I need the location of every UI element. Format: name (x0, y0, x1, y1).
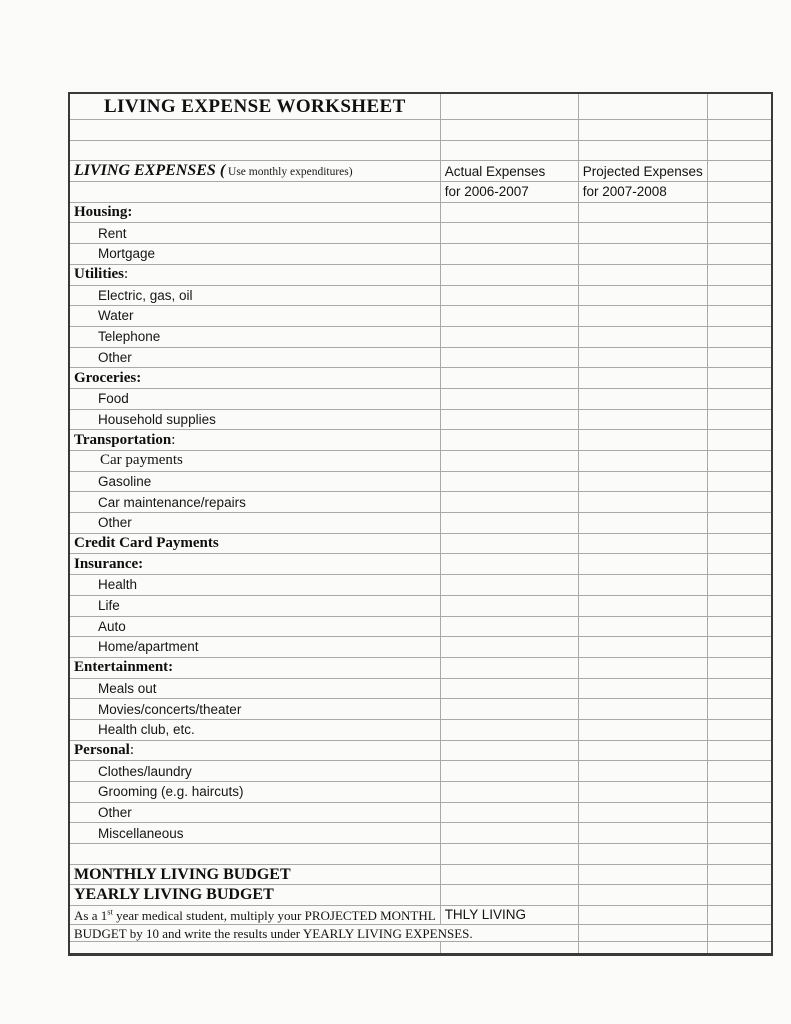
living-expense-worksheet-table (68, 92, 773, 956)
value-cell-extra (707, 802, 772, 823)
value-cell-projected (578, 451, 707, 472)
note-line1-prefix: As a 1 (74, 907, 108, 923)
value-cell-extra (707, 942, 772, 955)
value-cell-actual (440, 885, 578, 906)
row-mortgage (69, 244, 772, 265)
value-cell-actual (440, 368, 578, 389)
value-cell-actual (440, 264, 578, 285)
value-cell-extra (707, 616, 772, 637)
value-cell-projected (578, 347, 707, 368)
value-cell-projected (578, 93, 707, 120)
row-health (69, 575, 772, 596)
value-cell-projected (578, 942, 707, 955)
value-cell-projected (578, 657, 707, 678)
value-cell-projected (578, 223, 707, 244)
row-label: Transportation: (69, 430, 440, 451)
row-label: Health club, etc. (69, 719, 440, 740)
living-expenses-label-main: LIVING EXPENSES ( (74, 162, 226, 180)
row-car-maintenance-repairs (69, 492, 772, 513)
value-cell-extra (707, 885, 772, 906)
value-cell-projected (578, 202, 707, 223)
row-label: Miscellaneous (69, 823, 440, 844)
row-other (69, 347, 772, 368)
row-health-club-etc (69, 719, 772, 740)
value-cell-actual (440, 285, 578, 306)
value-cell-extra (707, 823, 772, 844)
row-other (69, 802, 772, 823)
row-personal (69, 740, 772, 761)
value-cell-actual (440, 430, 578, 451)
value-cell-actual (440, 388, 578, 409)
row-column-subheaders (69, 182, 772, 203)
value-cell-projected (578, 120, 707, 141)
value-cell-projected (578, 306, 707, 327)
value-cell-extra (707, 285, 772, 306)
value-cell-projected (578, 864, 707, 885)
value-cell-extra (707, 864, 772, 885)
value-cell-actual (440, 533, 578, 554)
value-cell-extra (707, 740, 772, 761)
note-line1-text (69, 906, 440, 925)
row-rent (69, 223, 772, 244)
row-empty (69, 140, 772, 161)
value-cell-projected (578, 823, 707, 844)
value-cell-projected (578, 678, 707, 699)
row-note-line1 (69, 906, 772, 925)
value-cell-projected (578, 740, 707, 761)
row-housing (69, 202, 772, 223)
value-cell-extra (707, 182, 772, 203)
value-cell-actual (440, 740, 578, 761)
row-note-line2 (69, 924, 772, 942)
row-life (69, 595, 772, 616)
row-monthly-living-budget (69, 864, 772, 885)
row-label: Housing: (69, 202, 440, 223)
page-title: LIVING EXPENSE WORKSHEET (69, 93, 440, 120)
row-clothes-laundry (69, 761, 772, 782)
row-label: Health (69, 575, 440, 596)
value-cell-projected (578, 554, 707, 575)
row-label: Food (69, 388, 440, 409)
value-cell-actual (440, 657, 578, 678)
row-utilities (69, 264, 772, 285)
value-cell-extra (707, 678, 772, 699)
projected-expenses-header: Projected Expenses (578, 161, 707, 182)
row-label (69, 140, 440, 161)
value-cell-extra (707, 120, 772, 141)
row-label: Other (69, 802, 440, 823)
actual-expenses-header: Actual Expenses (440, 161, 578, 182)
value-cell-projected (578, 802, 707, 823)
value-cell-extra (707, 409, 772, 430)
value-cell-extra (707, 575, 772, 596)
note-line2-text: BUDGET by 10 and write the results under YEARLY LIVING EXPENSES. (69, 924, 578, 942)
value-cell-extra (707, 140, 772, 161)
value-cell-projected (578, 761, 707, 782)
worksheet-head-rows (69, 93, 772, 202)
row-label: Groceries: (69, 368, 440, 389)
value-cell-extra (707, 451, 772, 472)
value-cell-projected (578, 637, 707, 658)
value-cell-extra (707, 264, 772, 285)
value-cell-projected (578, 140, 707, 161)
projected-expenses-subheader: for 2007-2008 (578, 182, 707, 203)
value-cell-extra (707, 637, 772, 658)
row-label: Insurance: (69, 554, 440, 575)
value-cell-extra (707, 533, 772, 554)
row-yearly-living-budget (69, 885, 772, 906)
row-label: Car maintenance/repairs (69, 492, 440, 513)
row-label: Utilities: (69, 264, 440, 285)
value-cell-projected (578, 575, 707, 596)
row-label: Electric, gas, oil (69, 285, 440, 306)
value-cell-actual (440, 864, 578, 885)
row-other (69, 513, 772, 534)
value-cell-actual (440, 306, 578, 327)
value-cell-extra (707, 513, 772, 534)
row-label: Home/apartment (69, 637, 440, 658)
value-cell-actual (440, 719, 578, 740)
row-home-apartment (69, 637, 772, 658)
row-gasoline (69, 471, 772, 492)
value-cell-actual (440, 616, 578, 637)
value-cell-actual (440, 202, 578, 223)
worksheet-body-rows (69, 202, 772, 905)
row-label (69, 120, 440, 141)
value-cell-extra (707, 244, 772, 265)
note-line1-overflow-text: THLY LIVING (440, 906, 578, 925)
worksheet-footer-rows (69, 906, 772, 955)
row-label: Personal: (69, 740, 440, 761)
value-cell-actual (440, 451, 578, 472)
value-cell-extra (707, 368, 772, 389)
value-cell-actual (440, 140, 578, 161)
value-cell-extra (707, 906, 772, 925)
value-cell-projected (578, 533, 707, 554)
value-cell-projected (578, 924, 707, 942)
row-label: Household supplies (69, 409, 440, 430)
value-cell-projected (578, 409, 707, 430)
value-cell-extra (707, 202, 772, 223)
value-cell-projected (578, 595, 707, 616)
row-label: Life (69, 595, 440, 616)
row-label: Movies/concerts/theater (69, 699, 440, 720)
value-cell-extra (707, 595, 772, 616)
value-cell-extra (707, 326, 772, 347)
row-food (69, 388, 772, 409)
value-cell-actual (440, 120, 578, 141)
value-cell-projected (578, 513, 707, 534)
row-label: Gasoline (69, 471, 440, 492)
row-auto (69, 616, 772, 637)
value-cell-actual (440, 409, 578, 430)
row-credit-card-payments (69, 533, 772, 554)
value-cell-extra (707, 657, 772, 678)
value-cell-actual (440, 782, 578, 803)
value-cell-extra (707, 924, 772, 942)
value-cell-extra (707, 699, 772, 720)
row-household-supplies (69, 409, 772, 430)
row-label: Meals out (69, 678, 440, 699)
row-label: Other (69, 347, 440, 368)
row-label: Credit Card Payments (69, 533, 440, 554)
value-cell-extra (707, 782, 772, 803)
row-label: Car payments (69, 451, 440, 472)
note-line1-rest: year medical student, multiply your PROJECTED MONTHL (112, 907, 436, 923)
row-label: Mortgage (69, 244, 440, 265)
value-cell-projected (578, 699, 707, 720)
row-column-headers (69, 161, 772, 182)
value-cell-extra (707, 761, 772, 782)
row-insurance (69, 554, 772, 575)
value-cell-extra (707, 844, 772, 865)
value-cell-projected (578, 388, 707, 409)
value-cell-projected (578, 782, 707, 803)
value-cell-projected (578, 616, 707, 637)
value-cell-projected (578, 471, 707, 492)
value-cell-actual (440, 699, 578, 720)
row-miscellaneous (69, 823, 772, 844)
value-cell-actual (440, 223, 578, 244)
value-cell-projected (578, 368, 707, 389)
value-cell-projected (578, 844, 707, 865)
row-label: Telephone (69, 326, 440, 347)
value-cell-actual (440, 93, 578, 120)
row-label: Other (69, 513, 440, 534)
value-cell-extra (707, 492, 772, 513)
row-label (69, 844, 440, 865)
row-label: MONTHLY LIVING BUDGET (69, 864, 440, 885)
row-label: Water (69, 306, 440, 327)
row-title (69, 93, 772, 120)
value-cell-extra (707, 223, 772, 244)
living-expenses-label-note: Use monthly expenditures) (225, 166, 353, 179)
row-groceries (69, 368, 772, 389)
value-cell-extra (707, 554, 772, 575)
value-cell-projected (578, 264, 707, 285)
row-empty (69, 120, 772, 141)
value-cell-extra (707, 388, 772, 409)
row-telephone (69, 326, 772, 347)
value-cell-actual (440, 844, 578, 865)
row-label: YEARLY LIVING BUDGET (69, 885, 440, 906)
row-grooming-e-g-haircuts (69, 782, 772, 803)
value-cell-extra (707, 347, 772, 368)
value-cell-extra (707, 719, 772, 740)
value-cell-actual (440, 554, 578, 575)
row-label: Auto (69, 616, 440, 637)
row-electric-gas-oil (69, 285, 772, 306)
value-cell-actual (440, 326, 578, 347)
row-label: Entertainment: (69, 657, 440, 678)
row-meals-out (69, 678, 772, 699)
living-expenses-label (69, 161, 440, 182)
value-cell-actual (440, 823, 578, 844)
row-empty (69, 844, 772, 865)
note-line1-superscript: st (107, 906, 113, 917)
value-cell-actual (440, 761, 578, 782)
value-cell-actual (440, 244, 578, 265)
value-cell-projected (578, 885, 707, 906)
row-label: Grooming (e.g. haircuts) (69, 782, 440, 803)
actual-expenses-subheader: for 2006-2007 (440, 182, 578, 203)
value-cell-actual (440, 513, 578, 534)
value-cell-projected (578, 719, 707, 740)
value-cell-projected (578, 244, 707, 265)
value-cell-actual (440, 802, 578, 823)
value-cell-actual (440, 595, 578, 616)
value-cell-projected (578, 492, 707, 513)
value-cell-actual (440, 637, 578, 658)
value-cell-projected (578, 326, 707, 347)
value-cell-actual (440, 471, 578, 492)
value-cell-projected (578, 285, 707, 306)
row-car-payments (69, 451, 772, 472)
row-label (69, 942, 440, 955)
value-cell-projected (578, 906, 707, 925)
value-cell-extra (707, 161, 772, 182)
value-cell-projected (578, 430, 707, 451)
value-cell-extra (707, 306, 772, 327)
value-cell-actual (440, 942, 578, 955)
value-cell-extra (707, 93, 772, 120)
row-transportation (69, 430, 772, 451)
value-cell-actual (440, 575, 578, 596)
row-label: Clothes/laundry (69, 761, 440, 782)
value-cell-extra (707, 430, 772, 451)
row-entertainment (69, 657, 772, 678)
value-cell-actual (440, 347, 578, 368)
row-movies-concerts-theater (69, 699, 772, 720)
row-empty (69, 942, 772, 955)
value-cell-actual (440, 678, 578, 699)
row-label: Rent (69, 223, 440, 244)
row-label (69, 182, 440, 203)
value-cell-actual (440, 492, 578, 513)
value-cell-extra (707, 471, 772, 492)
row-water (69, 306, 772, 327)
